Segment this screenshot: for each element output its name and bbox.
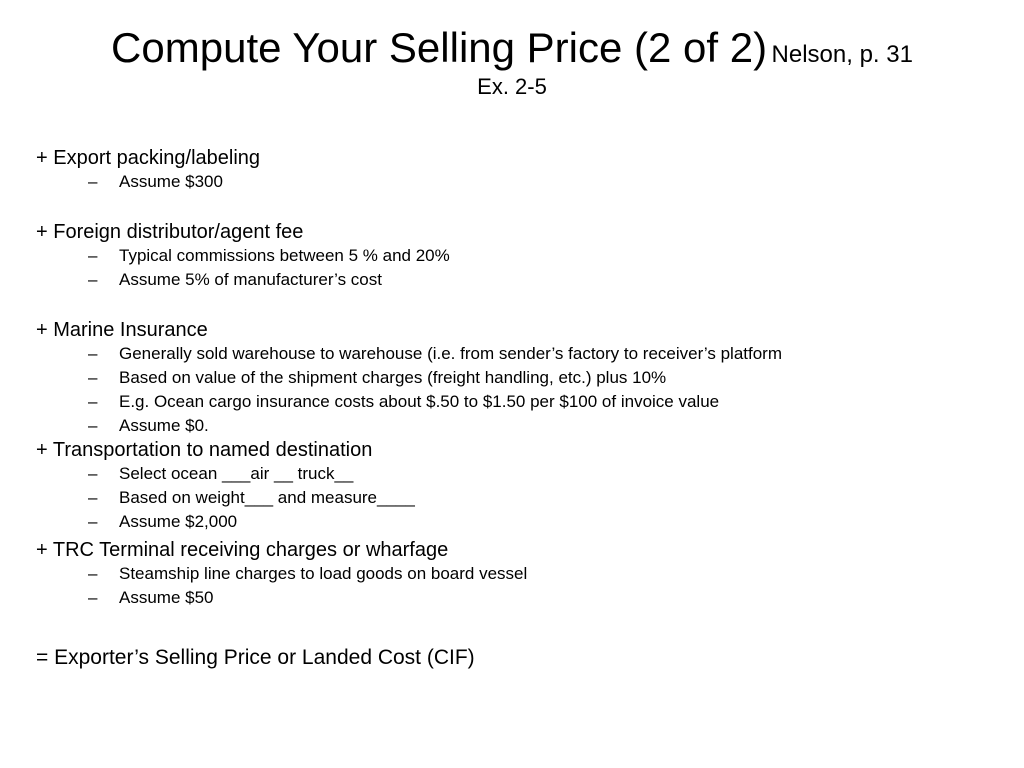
list-item-text: Typical commissions between 5 % and 20% (119, 246, 450, 265)
section-heading-export-packing: + Export packing/labeling (36, 147, 261, 169)
title-line (0, 24, 1024, 72)
dash-bullet: – (88, 416, 98, 435)
dash-bullet: – (88, 270, 98, 289)
dash-bullet: – (88, 344, 98, 363)
section-heading-distributor-fee: + Foreign distributor/agent fee (36, 221, 304, 243)
dash-bullet: – (88, 172, 98, 191)
section-items-export-packing (36, 170, 996, 194)
list-item-text: E.g. Ocean cargo insurance costs about $.50 to $1.50 per $100 of invoice value (119, 392, 720, 411)
list-item-text: Assume $2,000 (119, 512, 238, 531)
title-reference-line2: Ex. 2-5 (477, 74, 547, 100)
slide-title (0, 24, 1024, 100)
title-reference: Nelson, p. 31 (771, 41, 913, 68)
section-items-distributor-fee (36, 244, 996, 292)
list-item (36, 244, 996, 268)
list-item (36, 414, 996, 438)
list-item (36, 586, 996, 610)
dash-bullet: – (88, 246, 98, 265)
list-item-text: Assume $50 (119, 588, 214, 607)
section-heading-marine-insurance: + Marine Insurance (36, 319, 208, 341)
list-item-text: Based on value of the shipment charges (freight handling, etc.) plus 10% (119, 368, 667, 387)
list-item-text: Based on weight___ and measure____ (119, 488, 415, 507)
section-heading-transportation: + Transportation to named destination (36, 439, 373, 461)
list-item-text: Select ocean ___air __ truck__ (119, 464, 354, 483)
list-item-text: Generally sold warehouse to warehouse (i.e. from sender’s factory to receiver’s platform (119, 344, 782, 363)
dash-bullet: – (88, 392, 98, 411)
dash-bullet: – (88, 564, 98, 583)
list-item (36, 170, 996, 194)
slide-content (36, 146, 996, 672)
list-item (36, 562, 996, 586)
list-item-text: Assume $0. (119, 416, 209, 435)
list-item-text: Assume $300 (119, 172, 223, 191)
section-items-marine-insurance (36, 342, 996, 438)
list-item (36, 366, 996, 390)
list-item (36, 342, 996, 366)
list-item (36, 510, 996, 534)
section-items-terminal-charges (36, 562, 996, 610)
list-item (36, 268, 996, 292)
dash-bullet: – (88, 588, 98, 607)
list-item (36, 486, 996, 510)
list-item (36, 390, 996, 414)
dash-bullet: – (88, 512, 98, 531)
dash-bullet: – (88, 464, 98, 483)
title-main: Compute Your Selling Price (2 of 2) (111, 24, 768, 71)
conclusion-line: = Exporter’s Selling Price or Landed Cost (CIF) (36, 646, 475, 669)
dash-bullet: – (88, 368, 98, 387)
list-item (36, 462, 996, 486)
list-item-text: Steamship line charges to load goods on board vessel (119, 564, 528, 583)
dash-bullet: – (88, 488, 98, 507)
section-items-transportation (36, 462, 996, 534)
section-heading-terminal-charges: + TRC Terminal receiving charges or wharfage (36, 539, 449, 561)
list-item-text: Assume 5% of manufacturer’s cost (119, 270, 382, 289)
